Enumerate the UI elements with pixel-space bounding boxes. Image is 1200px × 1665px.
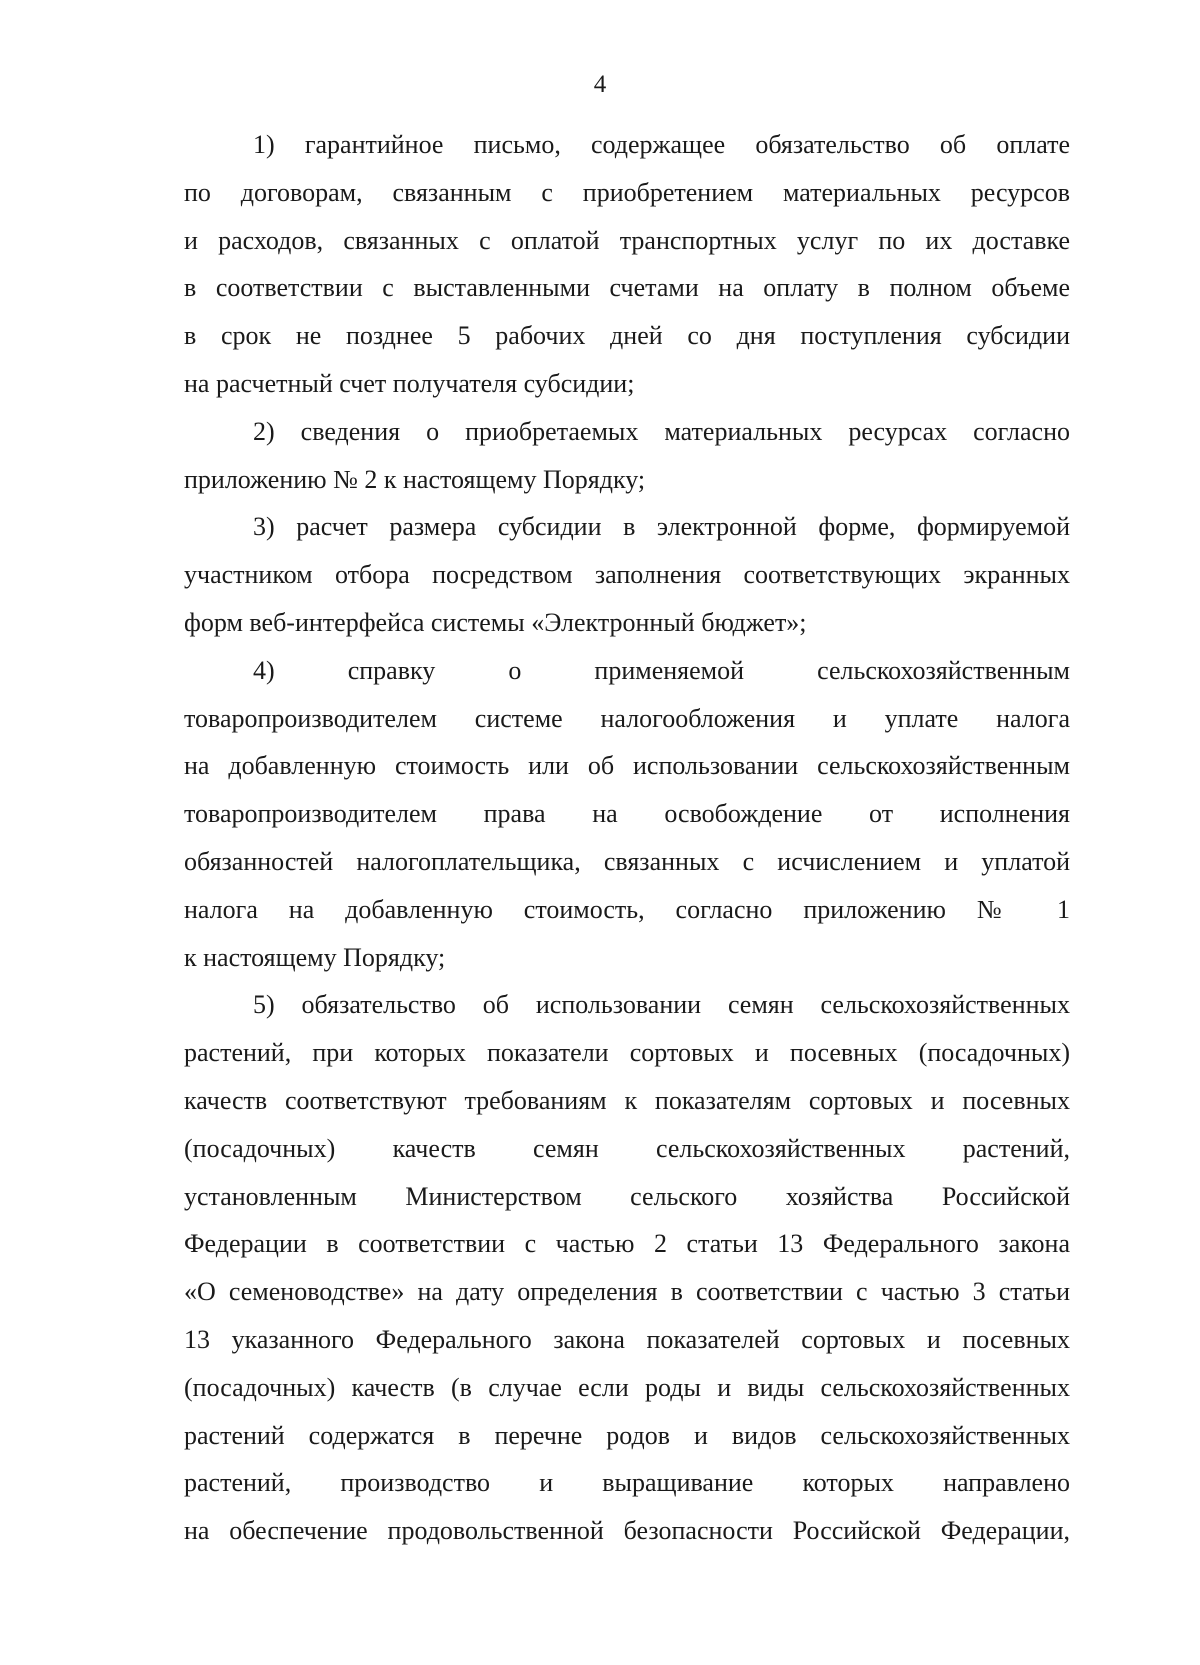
text-line: растений содержатся в перечне родов и видов сельскохозяйственных: [184, 1420, 1070, 1450]
text-line: и расходов, связанных с оплатой транспортных услуг по их доставке: [184, 225, 1070, 255]
text-line: в срок не позднее 5 рабочих дней со дня поступления субсидии: [184, 321, 1070, 351]
text-line: на добавленную стоимость или об использовании сельскохозяйственным: [184, 751, 1070, 781]
text-line: обязанностей налогоплательщика, связанных с исчислением и уплатой: [184, 846, 1070, 876]
text-line: в соответствии с выставленными счетами на оплату в полном объеме: [184, 273, 1070, 303]
text-line: 13 указанного Федерального закона показателей сортовых и посевных: [184, 1324, 1070, 1354]
text-line: на расчетный счет получателя субсидии;: [184, 368, 635, 398]
text-line: 1) гарантийное письмо, содержащее обязательство об оплате: [253, 130, 1070, 159]
text-line: товаропроизводителем права на освобождение от исполнения: [184, 799, 1070, 829]
text-line: Федерации в соответствии с частью 2 статьи 13 Федерального закона: [184, 1229, 1070, 1259]
text-line: товаропроизводителем системе налогообложения и уплате налога: [184, 703, 1070, 733]
text-line: «О семеноводстве» на дату определения в соответствии с частью 3 статьи: [184, 1277, 1070, 1307]
text-line: налога на добавленную стоимость, согласно приложению № 1: [184, 894, 1070, 924]
paragraph-1: [184, 121, 1070, 408]
text-line: установленным Министерством сельского хозяйства Российской: [184, 1181, 1070, 1211]
text-line: к настоящему Порядку;: [184, 942, 446, 972]
text-line: 2) сведения о приобретаемых материальных ресурсах согласно: [253, 416, 1070, 446]
text-line: качеств соответствуют требованиям к показателям сортовых и посевных: [184, 1085, 1070, 1115]
text-line: (посадочных) качеств (в случае если роды и виды сельскохозяйственных: [184, 1372, 1070, 1402]
text-line: растений, производство и выращивание которых направлено: [184, 1468, 1070, 1498]
text-line: 3) расчет размера субсидии в электронной форме, формируемой: [253, 512, 1070, 542]
text-line: растений, при которых показатели сортовых и посевных (посадочных): [184, 1038, 1070, 1068]
text-line: по договорам, связанным с приобретением материальных ресурсов: [184, 177, 1070, 207]
paragraph-3: [184, 503, 1070, 646]
paragraph-5: [184, 981, 1070, 1555]
document-body: [184, 121, 1070, 1555]
text-line: (посадочных) качеств семян сельскохозяйственных растений,: [184, 1133, 1070, 1163]
text-line: 5) обязательство об использовании семян сельскохозяйственных: [253, 990, 1070, 1020]
paragraph-2: [184, 408, 1070, 504]
text-line: участником отбора посредством заполнения соответствующих экранных: [184, 560, 1070, 590]
paragraph-4: [184, 647, 1070, 982]
page-number: 4: [593, 71, 607, 98]
text-line: приложению № 2 к настоящему Порядку;: [184, 464, 646, 494]
text-line: 4) справку о применяемой сельскохозяйственным: [253, 655, 1070, 685]
text-line: форм веб-интерфейса системы «Электронный бюджет»;: [184, 607, 807, 637]
text-line: на обеспечение продовольственной безопасности Российской Федерации,: [184, 1516, 1070, 1546]
